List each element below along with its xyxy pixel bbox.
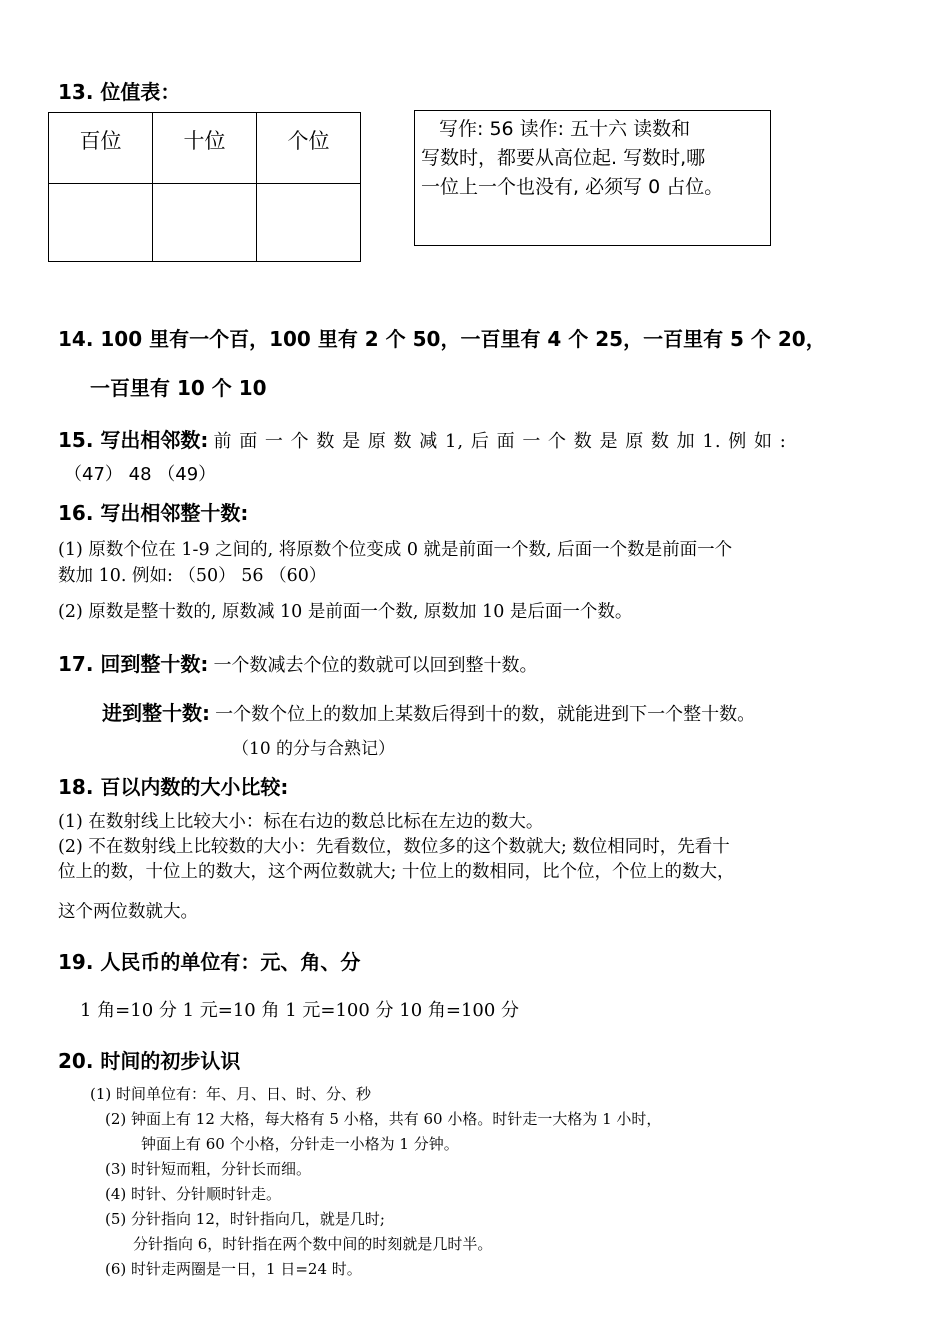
section-20-item-3: (3) 时针短而粗，分针长而细。 (105, 1160, 312, 1178)
section-18-p2-line-3: 这个两位数就大。 (58, 902, 198, 922)
section-18-p2-line-1: (2) 不在数射线上比较数的大小：先看数位，数位多的这个数就大; 数位相同时，先看十 (58, 837, 730, 857)
section-18-p1: (1) 在数射线上比较大小：标在右边的数总比标在左边的数大。 (58, 812, 544, 832)
section-15-example: （47） 48 （49） (64, 464, 217, 485)
section-13-title: 13. 位值表： (58, 80, 181, 104)
section-20-item-4: (4) 时针、分针顺时针走。 (105, 1185, 282, 1203)
note-line-3: 一位上一个也没有, 必须写 0 占位。 (421, 176, 724, 198)
section-20-item-5-cont: 分针指向 6，时针指在两个数中间的时刻就是几时半。 (133, 1235, 493, 1253)
place-value-table (48, 112, 361, 262)
reading-writing-note-box (414, 110, 771, 246)
section-20-item-6: (6) 时针走两圈是一日，1 日=24 时。 (105, 1260, 362, 1278)
section-17-text-2: 一个数个位上的数加上某数后得到十的数，就能进到下一个整十数。 (215, 704, 756, 725)
section-14-line-2: 一百里有 10 个 10 (90, 376, 267, 400)
section-15-title: 15. 写出相邻数: (58, 428, 209, 452)
section-16-p2: (2) 原数是整十数的, 原数减 10 是前面一个数, 原数加 10 是后面一个数。 (58, 602, 633, 622)
section-19-units: 1 角=10 分 1 元=10 角 1 元=100 分 10 角=100 分 (80, 1000, 520, 1021)
section-18-title: 18. 百以内数的大小比较: (58, 775, 289, 799)
section-17-text: 一个数减去个位的数就可以回到整十数。 (213, 655, 538, 676)
section-19-title: 19. 人民币的单位有：元、角、分 (58, 950, 361, 974)
section-17-row-2 (102, 697, 755, 726)
table-header-ones: 个位 (257, 113, 361, 184)
section-15-text: 前 面 一 个 数 是 原 数 减 1, 后 面 一 个 数 是 原 数 加 1. 例 如 : (213, 431, 787, 452)
section-20-item-5: (5) 分针指向 12，时针指向几，就是几时; (105, 1210, 385, 1228)
section-17-title-2: 进到整十数: (102, 701, 210, 725)
section-14-line-1: 14. 100 里有一个百，100 里有 2 个 50，一百里有 4 个 25，一百里有 5 个 20， (58, 327, 826, 351)
table-header-tens: 十位 (153, 113, 257, 184)
section-16-p1-line-1: (1) 原数个位在 1-9 之间的, 将原数个位变成 0 就是前面一个数, 后面一个数是前面一个 (58, 540, 733, 560)
section-16-title: 16. 写出相邻整十数: (58, 501, 249, 525)
section-18-p2-line-2: 位上的数，十位上的数大，这个两位数就大; 十位上的数相同，比个位，个位上的数大， (58, 862, 735, 882)
note-line-1: 写作: 56 读作: 五十六 读数和 (439, 118, 691, 140)
table-header-hundreds: 百位 (49, 113, 153, 184)
section-20-item-2-cont: 钟面上有 60 个小格，分针走一小格为 1 分钟。 (141, 1135, 459, 1153)
table-cell-ones (257, 184, 361, 262)
section-20-item-2: (2) 钟面上有 12 大格，每大格有 5 小格，共有 60 小格。时针走一大格为 1 小时， (105, 1110, 662, 1128)
section-15-row (58, 424, 787, 453)
section-17-row-1 (58, 648, 537, 677)
section-17-note: （10 的分与合熟记） (232, 739, 396, 759)
table-cell-tens (153, 184, 257, 262)
section-20-title: 20. 时间的初步认识 (58, 1049, 241, 1073)
note-line-2: 写数时，都要从高位起. 写数时,哪 (421, 147, 706, 169)
table-cell-hundreds (49, 184, 153, 262)
section-20-item-1: (1) 时间单位有：年、月、日、时、分、秒 (90, 1085, 372, 1103)
section-16-p1-line-2: 数加 10. 例如: （50） 56 （60） (58, 566, 327, 586)
section-17-title: 17. 回到整十数: (58, 652, 209, 676)
